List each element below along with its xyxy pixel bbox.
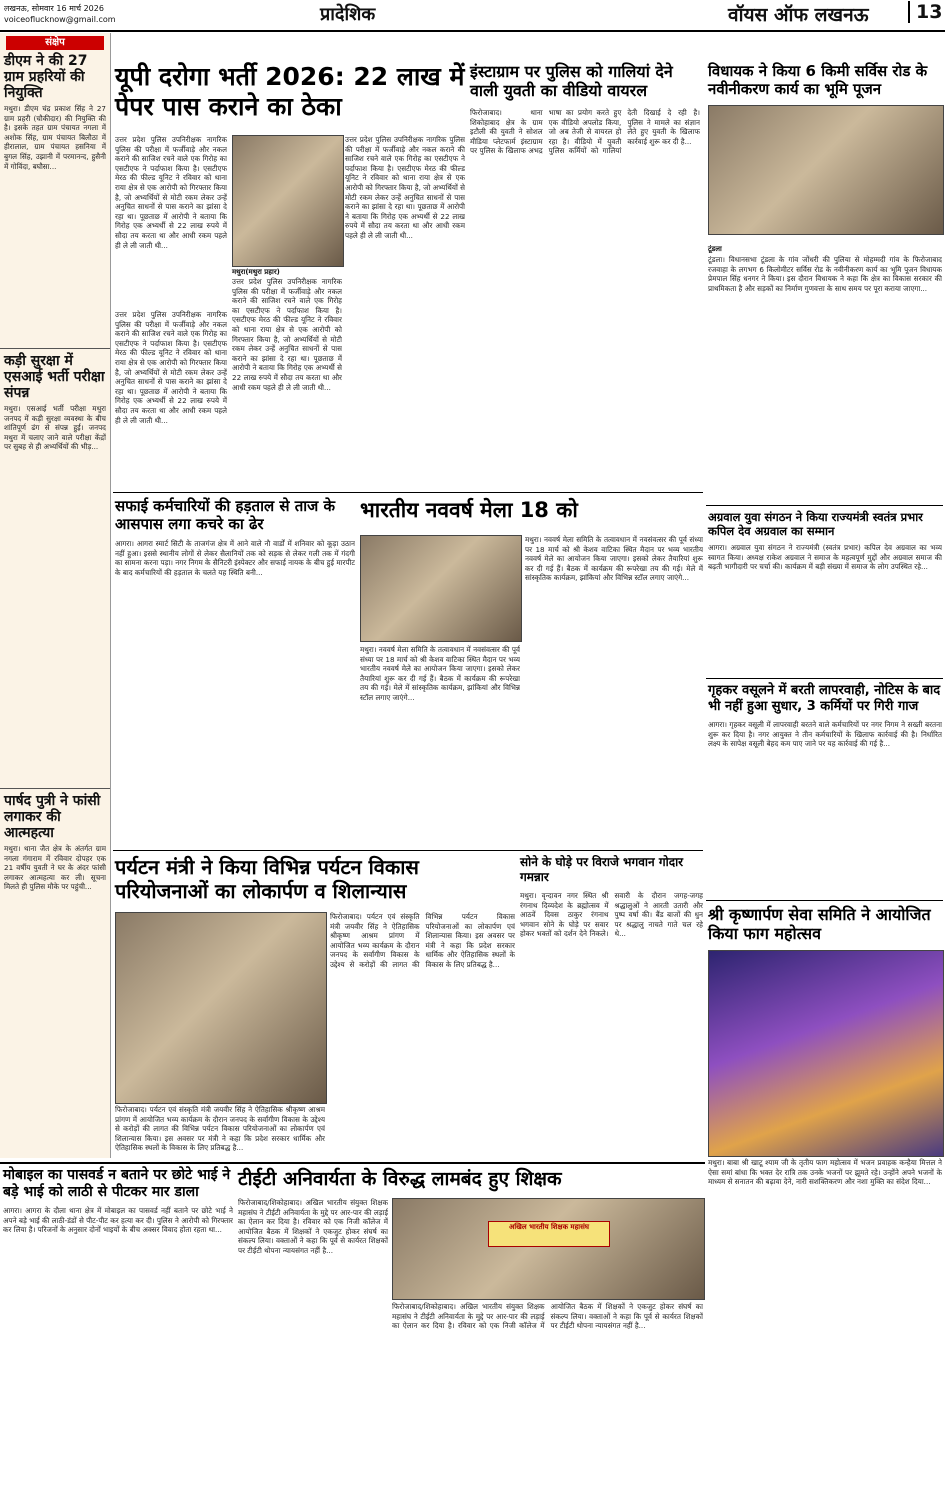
lead-body-b: उत्तर प्रदेश पुलिस उपनिरीक्षक नागरिक पुलिस की परीक्षा में फर्जीवाड़े और नकल कराने की साजिश रचने वाले एक गिरोह का एसटीएफ ने पर्दाफाश किया है। एसटीएफ मेरठ की फील्ड यूनिट ने रविवार को थाना राया क्षेत्र से एक आरोपी को गिरफ्तार किया है, जो अभ्यर्थियों से मोटी रकम लेकर उन्हें अनुचित साधनों से पास कराने का झांसा दे रहा था। पूछताछ में आरोपी ने बताया कि गिरोह एक अभ्यर्थी से 22 लाख रुपये में सौदा तय करता था और आधी रकम पहले ही ले ली जाती थी... <box>345 135 465 240</box>
tourism-col-1 <box>115 1105 325 1155</box>
tet-body-b: फिरोजाबाद/शिकोहाबाद। अखिल भारतीय संयुक्त शिक्षक महासंघ ने टीईटी अनिवार्यता के मुद्दे पर आर-पार की लड़ाई का ऐलान कर दिया है। रविवार को एक निजी कॉलेज में आयोजित बैठक में शिक्षकों ने एकजुट होकर संघर्ष का संकल्प लिया। वक्ताओं ने कहा कि पूर्व से कार्यरत शिक्षकों पर टीईटी थोपना न्यायसंगत नहीं है... <box>392 1302 703 1331</box>
lead-story <box>115 62 465 122</box>
divider <box>113 850 703 851</box>
lead-col-3 <box>345 135 465 465</box>
mla-caption: टूंडला <box>708 245 722 253</box>
godar-body: मथुरा। वृन्दावन नगर स्थित श्री रंगनाथ दिव्यदेश के ब्रह्मोत्सव में आठवें दिवस ठाकुर रंगनाथ भगवान सोने के घोड़े पर सवार होकर भक्तों को दर्शन देने निकले। सवारी के दौरान जगह-जगह श्रद्धालुओं ने आरती उतारी और पुष्प वर्षा की। बैंड बाजों की धुन पर श्रद्धालु नाचते गाते चल रहे थे... <box>520 891 703 939</box>
sidebar-tag: संक्षेप <box>6 36 104 50</box>
tet-photo <box>392 1198 705 1300</box>
instagram-body: फिरोजाबाद। थाना शिकोहाबाद क्षेत्र के ग्राम इटौली की युवती ने सोशल मीडिया प्लेटफार्म इंस्टाग्राम पर पुलिस के खिलाफ अभद्र भाषा का प्रयोग करते हुए एक वीडियो अपलोड किया, जो अब तेजी से वायरल हो रहा है। वीडियो में युवती पुलिस कर्मियों को गालियां देती दिखाई दे रही है। पुलिस ने मामले का संज्ञान लेते हुए युवती के खिलाफ कार्रवाई शुरू कर दी है... <box>470 108 700 156</box>
masthead <box>0 0 945 32</box>
krishna-headline: श्री कृष्णार्पण सेवा समिति ने आयोजित किया फाग महोत्सव <box>708 905 931 943</box>
tet-story <box>238 1167 703 1191</box>
sidebar-headline: डीएम ने की 27 ग्राम प्रहरियों की नियुक्ति <box>4 53 88 101</box>
tet-headline: टीईटी अनिवार्यता के विरुद्ध लामबंद हुए शिक्षक <box>238 1168 562 1190</box>
divider <box>706 505 943 506</box>
lead-col-2 <box>232 268 342 468</box>
mela-col-2 <box>525 535 703 845</box>
mla-body-box <box>708 236 942 501</box>
lead-headline: यूपी दरोगा भर्ती 2026: 22 लाख में पेपर पास कराने का ठेका <box>115 62 465 121</box>
lead-col-1b <box>115 310 227 490</box>
section-title: प्रादेशिक <box>320 4 376 25</box>
mela-body: मथुरा। नववर्ष मेला समिति के तत्वावधान में नवसंवत्सर की पूर्व संध्या पर 18 मार्च को श्री केशव वाटिका स्थित मैदान पर भव्य भारतीय नववर्ष मेले का आयोजन किया जाएगा। इसको लेकर तैयारियां शुरू कर दी गई हैं। बैठक में कार्यक्रम की रूपरेखा तय की गई। मेले में सांस्कृतिक कार्यक्रम, झांकियां और विभिन्न स्टॉल लगाए जाएंगे... <box>360 645 520 702</box>
tourism-body-b: फिरोजाबाद। पर्यटन एवं संस्कृति मंत्री जयवीर सिंह ने ऐतिहासिक श्रीकृष्ण आश्रम प्रांगण में आयोजित भव्य कार्यक्रम के दौरान जनपद के सर्वांगीण विकास के उद्देश्य से करोड़ों की लागत की विभिन्न पर्यटन विकास परियोजनाओं का लोकार्पण एवं शिलान्यास किया। इस अवसर पर मंत्री ने कहा कि प्रदेश सरकार धार्मिक और ऐतिहासिक स्थलों के विकास के लिए प्रतिबद्ध है... <box>330 912 515 969</box>
instagram-story <box>470 62 700 473</box>
divider <box>0 1162 705 1164</box>
tourism-story <box>115 855 515 903</box>
tourism-col-2 <box>330 912 515 1155</box>
lead-body-a: उत्तर प्रदेश पुलिस उपनिरीक्षक नागरिक पुलिस की परीक्षा में फर्जीवाड़े और नकल कराने की साजिश रचने वाले एक गिरोह का एसटीएफ ने पर्दाफाश किया है। एसटीएफ मेरठ की फील्ड यूनिट ने रविवार को थाना राया क्षेत्र से एक आरोपी को गिरफ्तार किया है, जो अभ्यर्थियों से मोटी रकम लेकर उन्हें अनुचित साधनों से पास कराने का झांसा दे रहा था। पूछताछ में आरोपी ने बताया कि गिरोह एक अभ्यर्थी से 22 लाख रुपये में सौदा तय करता था और आधी रकम पहले ही ले ली जाती थी... <box>115 135 227 250</box>
krishna-photo <box>708 950 944 1157</box>
krishna-body-box <box>708 1158 942 1496</box>
godar-story <box>520 855 703 1156</box>
tet-col-1 <box>238 1198 388 1496</box>
divider <box>706 900 943 901</box>
krishna-story <box>708 905 942 943</box>
mla-body: टूंडला। विधानसभा टूंडला के गांव जोंधरी की पुलिया से मोहम्मदी गांव के फिरोजाबाद रजवाहा के लगभग 6 किलोमीटर सर्विस रोड के नवीनीकरण कार्य का भूमि पूजन विधायक प्रेमपाल सिंह धनगर ने किया। इस दौरान विधायक ने कहा कि क्षेत्र का विकास सरकार की प्राथमिकता है और सड़कों का निर्माण गुणवत्ता के साथ समय पर पूरा कराया जाएगा... <box>708 255 942 293</box>
mela-headline: भारतीय नववर्ष मेला 18 को <box>360 498 578 522</box>
aggarwal-story <box>708 510 942 668</box>
page-number: 13 <box>908 1 942 23</box>
date-line: लखनऊ, सोमवार 16 मार्च 2026 <box>4 4 104 13</box>
tet-col-2 <box>392 1302 703 1496</box>
lead-body-c: उत्तर प्रदेश पुलिस उपनिरीक्षक नागरिक पुलिस की परीक्षा में फर्जीवाड़े और नकल कराने की साजिश रचने वाले एक गिरोह का एसटीएफ ने पर्दाफाश किया है। एसटीएफ मेरठ की फील्ड यूनिट ने रविवार को थाना राया क्षेत्र से एक आरोपी को गिरफ्तार किया है, जो अभ्यर्थियों से मोटी रकम लेकर उन्हें अनुचित साधनों से पास कराने का झांसा दे रहा था। पूछताछ में आरोपी ने बताया कि गिरोह एक अभ्यर्थी से 22 लाख रुपये में सौदा तय करता था और आधी रकम पहले ही ले ली जाती थी... <box>232 277 342 392</box>
instagram-headline: इंस्टाग्राम पर पुलिस को गालियां देने वाली युवती का वीडियो वायरल <box>470 62 673 100</box>
godar-headline: सोने के घोड़े पर विराजे भगवान गोदार गमन्नार <box>520 855 684 884</box>
mela-body-b: मथुरा। नववर्ष मेला समिति के तत्वावधान में नवसंवत्सर की पूर्व संध्या पर 18 मार्च को श्री केशव वाटिका स्थित मैदान पर भव्य भारतीय नववर्ष मेले का आयोजन किया जाएगा। इसको लेकर तैयारियां शुरू कर दी गई हैं। बैठक में कार्यक्रम की रूपरेखा तय की गई। मेले में सांस्कृतिक कार्यक्रम, झांकियां और विभिन्न स्टॉल लगाए जाएंगे... <box>525 535 703 583</box>
sanitation-story <box>115 497 355 779</box>
aggarwal-body: आगरा। अग्रवाल युवा संगठन ने राज्यमंत्री (स्वतंत्र प्रभार) कपिल देव अग्रवाल का भव्य स्वागत किया। अध्यक्ष राकेश अग्रवाल ने समाज के महत्वपूर्ण मुद्दों और अग्रवाल समाज की बढ़ती भागीदारी पर चर्चा की। कार्यक्रम में बड़ी संख्या में समाज के लोग उपस्थित रहे... <box>708 543 942 572</box>
sidebar-headline: कड़ी सुरक्षा में एसआई भर्ती परीक्षा संपन्न <box>4 353 105 401</box>
lead-body-d: उत्तर प्रदेश पुलिस उपनिरीक्षक नागरिक पुलिस की परीक्षा में फर्जीवाड़े और नकल कराने की साजिश रचने वाले एक गिरोह का एसटीएफ ने पर्दाफाश किया है। एसटीएफ मेरठ की फील्ड यूनिट ने रविवार को थाना राया क्षेत्र से एक आरोपी को गिरफ्तार किया है, जो अभ्यर्थियों से मोटी रकम लेकर उन्हें अनुचित साधनों से पास कराने का झांसा दे रहा था। पूछताछ में आरोपी ने बताया कि गिरोह एक अभ्यर्थी से 22 लाख रुपये में सौदा तय करता था और आधी रकम पहले ही ले ली जाती थी... <box>115 310 227 425</box>
lead-caption: मथुरा(मथुरा प्रहार) <box>232 268 280 276</box>
aggarwal-headline: अग्रवाल युवा संगठन ने किया राज्यमंत्री स्वतंत्र प्रभार कपिल देव अग्रवाल का सम्मान <box>708 510 923 538</box>
mla-headline: विधायक ने किया 6 किमी सर्विस रोड के नवीनीकरण कार्य का भूमि पूजन <box>708 62 928 98</box>
tourism-body: फिरोजाबाद। पर्यटन एवं संस्कृति मंत्री जयवीर सिंह ने ऐतिहासिक श्रीकृष्ण आश्रम प्रांगण में आयोजित भव्य कार्यक्रम के दौरान जनपद के सर्वांगीण विकास के उद्देश्य से करोड़ों की लागत की विभिन्न पर्यटन विकास परियोजनाओं का लोकार्पण एवं शिलान्यास किया। इस अवसर पर मंत्री ने कहा कि प्रदेश सरकार धार्मिक और ऐतिहासिक स्थलों के विकास के लिए प्रतिबद्ध है... <box>115 1105 325 1153</box>
tax-story <box>708 683 942 885</box>
lead-col-1 <box>115 135 227 305</box>
divider <box>706 678 943 679</box>
tax-headline: गृहकर वसूलने में बरती लापरवाही, नोटिस के बाद भी नहीं हुआ सुधार, 3 कर्मियों पर गिरी गाज <box>708 683 941 714</box>
mla-story <box>708 62 942 98</box>
sidebar-item <box>0 53 110 344</box>
date-block <box>4 3 116 25</box>
mela-photo <box>360 535 522 642</box>
mela-story <box>360 497 705 523</box>
sidebar-body: मथुरा। थाना जैत क्षेत्र के अंतर्गत ग्राम नगला गंगाराम में रविवार दोपहर एक 21 वर्षीय युवती ने घर के अंदर फांसी लगाकर आत्महत्या कर ली। सूचना मिलते ही पुलिस मौके पर पहुंची... <box>4 844 106 892</box>
sidebar-body: मथुरा। डीएम चंद्र प्रकाश सिंह ने 27 ग्राम प्रहरी (चौकीदार) की नियुक्ति की है। इसके तहत ग्राम पंचायत नगला में अशोक सिंह, ग्राम पंचायत बिलौठा में हीरालाल, ग्राम पंचायत हसनिया में बुगल सिंह, उझानी में परमानन्द, हुसैनी में गोविंदा, बघौसा... <box>4 104 106 171</box>
divider <box>113 492 703 493</box>
sidebar <box>0 33 111 1158</box>
tet-body: फिरोजाबाद/शिकोहाबाद। अखिल भारतीय संयुक्त शिक्षक महासंघ ने टीईटी अनिवार्यता के मुद्दे पर आर-पार की लड़ाई का ऐलान कर दिया है। रविवार को एक निजी कॉलेज में आयोजित बैठक में शिक्षकों ने एकजुट होकर संघर्ष का संकल्प लिया। वक्ताओं ने कहा कि पूर्व से कार्यरत शिक्षकों पर टीईटी थोपना न्यायसंगत नहीं है... <box>238 1198 388 1255</box>
tourism-photo <box>115 912 327 1104</box>
mobile-headline: मोबाइल का पासवर्ड न बताने पर छोटे भाई ने बड़े भाई को लाठी से पीटकर मार डाला <box>3 1167 231 1200</box>
sidebar-headline: पार्षद पुत्री ने फांसी लगाकर की आत्महत्या <box>4 793 101 841</box>
sidebar-item <box>0 348 110 784</box>
mobile-body: आगरा। आगरा के दौला थाना क्षेत्र में मोबाइल का पासवर्ड नहीं बताने पर छोटे भाई ने अपने बड़े भाई की लाठी-डंडों से पीट-पीट कर हत्या कर दी। पुलिस ने आरोपी को गिरफ्तार कर लिया है। परिजनों के अनुसार दोनों भाइयों के बीच अक्सर विवाद होता रहता था... <box>3 1206 233 1235</box>
sanitation-headline: सफाई कर्मचारियों की हड़ताल से ताज के आसपास लगा कचरे का ढेर <box>115 497 336 533</box>
email: voiceoflucknow@gmail.com <box>4 15 116 24</box>
lead-photo <box>232 135 344 267</box>
sidebar-body: मथुरा। एसआई भर्ती परीक्षा मथुरा जनपद में कड़ी सुरक्षा व्यवस्था के बीच शांतिपूर्ण ढंग से संपन्न हुई। जनपद मथुरा में चलाए जाने वाले परीक्षा केंद्रों पर सुबह से ही अभ्यर्थियों की भीड़... <box>4 404 106 452</box>
sidebar-item <box>0 788 110 1174</box>
tax-body: आगरा। गृहकर वसूली में लापरवाही बरतने वाले कर्मचारियों पर नगर निगम ने सख्ती बरतना शुरू कर दिया है। नगर आयुक्त ने तीन कर्मचारियों के खिलाफ कार्रवाई की है। निर्धारित लक्ष्य के सापेक्ष वसूली बेहद कम पाए जाने पर यह कार्रवाई की गई है... <box>708 720 942 749</box>
mela-col-1 <box>360 645 520 845</box>
mla-photo <box>708 105 944 235</box>
tet-banner: अखिल भारतीय शिक्षक महासंघ <box>488 1221 610 1247</box>
tourism-headline: पर्यटन मंत्री ने किया विभिन्न पर्यटन विकास परियोजनाओं का लोकार्पण व शिलान्यास <box>115 855 419 903</box>
brand-title: वॉयस ऑफ लखनऊ <box>728 4 869 26</box>
krishna-body: मथुरा। बाबा श्री खाटू श्याम जी के तृतीय फाग महोत्सव में भजन प्रवाहक कन्हैया मित्तल ने ऐसा समां बांधा कि भक्त देर रात्रि तक उनके भजनों पर झूमते रहे। उन्होंने अपने भजनों के माध्यम से सनातन की बढ़ावा देने, नारी सशक्तिकरण और नशा मुक्ति का संदेश दिया... <box>708 1158 942 1187</box>
mobile-story <box>3 1167 233 1486</box>
sanitation-body: आगरा। आगरा स्मार्ट सिटी के ताजगंज क्षेत्र में आने वाले नौ वार्डों में शनिवार को कूड़ा उठान नहीं हुआ। इससे स्थानीय लोगों से लेकर सैलानियों तक को सड़क से लेकर गली तक में गंदगी का सामना करना पड़ा। नगर निगम के सैनिटरी इंस्पेक्टर और सफाई नायक के बीच हुई मारपीट के बाद कर्मचारियों की हड़ताल के चलते यह स्थिति बनी... <box>115 539 355 577</box>
